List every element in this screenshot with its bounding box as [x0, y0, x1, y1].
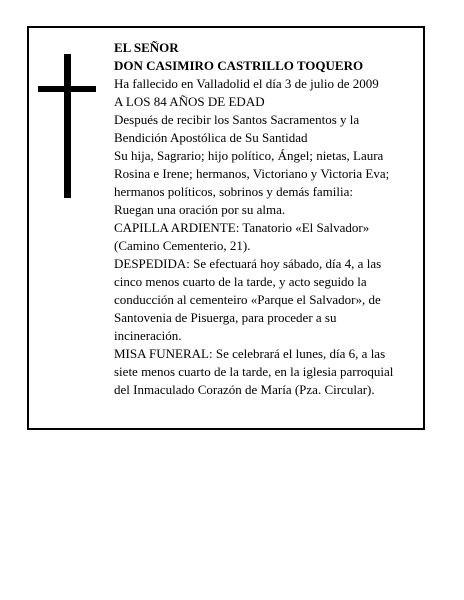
farewell-line-3: conducción al cementeiro «Parque el Salvador», de — [114, 292, 381, 307]
family-line-2: Rosina e Irene; hermanos, Victoriano y Victoria Eva; — [114, 166, 390, 181]
farewell-line-1: DESPEDIDA: Se efectuará hoy sábado, día 4, a las — [114, 256, 382, 271]
farewell-line-5: incineración. — [114, 328, 182, 343]
family-line-1: Su hija, Sagrario; hijo político, Ángel; nietas, Laura — [114, 148, 384, 163]
notice-heading: EL SEÑOR — [114, 40, 179, 55]
sacraments-line-1: Después de recibir los Santos Sacramentos y la — [114, 112, 360, 127]
latin-cross-icon — [38, 54, 96, 198]
age-line: A LOS 84 AÑOS DE EDAD — [114, 94, 265, 109]
funeral-mass-line-1: MISA FUNERAL: Se celebrará el lunes, día 6, a las — [114, 346, 386, 361]
cross-horizontal-bar — [38, 86, 96, 92]
cross-vertical-bar — [64, 54, 71, 198]
death-date-line: Ha fallecido en Valladolid el día 3 de julio de 2009 — [114, 76, 379, 91]
sacraments-line-2: Bendición Apostólica de Su Santidad — [114, 130, 308, 145]
funeral-mass-line-3: del Inmaculado Corazón de María (Pza. Circular). — [114, 382, 375, 397]
prayer-request-line: Ruegan una oración por su alma. — [114, 202, 286, 217]
obituary-text-block — [114, 39, 414, 399]
farewell-line-4: Santovenia de Pisuerga, para proceder a su — [114, 310, 337, 325]
chapel-line-2: (Camino Cementerio, 21). — [114, 238, 251, 253]
farewell-line-2: cinco menos cuarto de la tarde, y acto seguido la — [114, 274, 367, 289]
family-line-3: hermanos políticos, sobrinos y demás familia: — [114, 184, 354, 199]
funeral-mass-line-2: siete menos cuarto de la tarde, en la iglesia parroquial — [114, 364, 394, 379]
deceased-name: DON CASIMIRO CASTRILLO TOQUERO — [114, 58, 364, 73]
chapel-line-1: CAPILLA ARDIENTE: Tanatorio «El Salvador» — [114, 220, 370, 235]
